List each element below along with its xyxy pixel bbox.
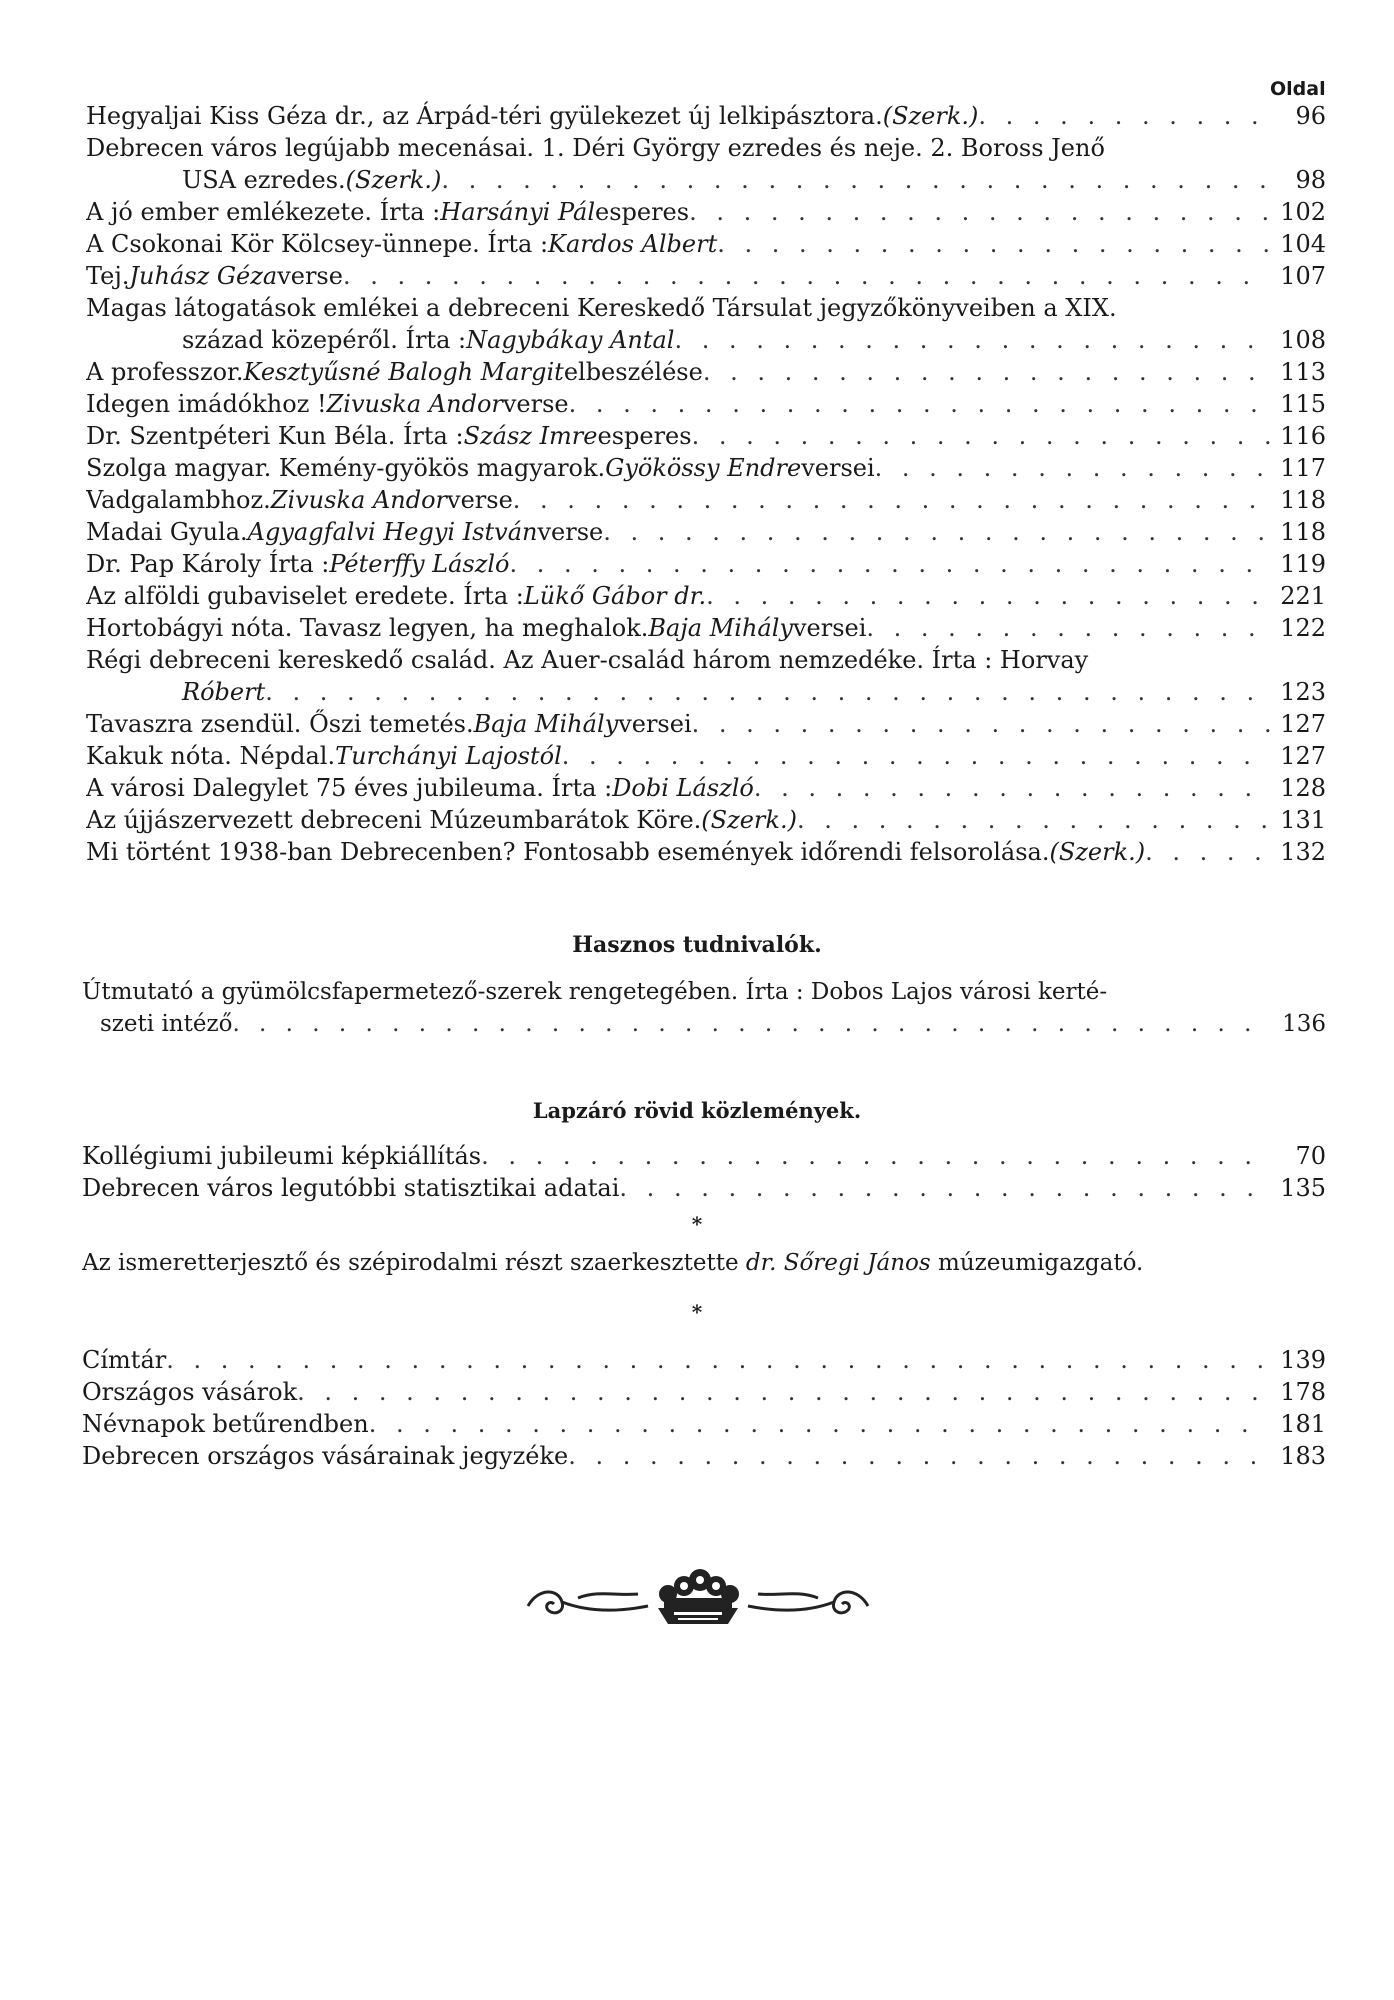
leader-dots bbox=[689, 196, 1270, 228]
toc-entry-line1: Debrecen város legújabb mecenásai. 1. Déri György ezredes és neje. 2. Boross Jenő bbox=[86, 134, 1105, 162]
page-column-header: Oldal bbox=[1270, 78, 1326, 100]
toc-entry-suffix: elbeszélése bbox=[563, 358, 703, 386]
toc-entry bbox=[86, 196, 1326, 228]
toc-page-number: 132 bbox=[1280, 838, 1326, 866]
appendix-entry bbox=[82, 1376, 1326, 1408]
toc-entry-suffix: versei bbox=[618, 710, 692, 738]
toc-entry-suffix: versei bbox=[801, 454, 875, 482]
floral-basket-ornament-icon bbox=[518, 1568, 878, 1632]
toc-entry-author: Szász Imre bbox=[463, 422, 598, 450]
toc-entry bbox=[86, 228, 1326, 260]
toc-page-number: 127 bbox=[1280, 742, 1326, 770]
toc-entry bbox=[86, 580, 1326, 612]
toc-entry bbox=[86, 836, 1326, 868]
toc-entry-author: (Szerk.) bbox=[1049, 838, 1146, 866]
toc-page-number: 221 bbox=[1280, 582, 1326, 610]
appendix-entry-title: Névnapok betűrendben bbox=[82, 1410, 369, 1438]
toc-entry-title: Szolga magyar. Kemény-gyökös magyarok. bbox=[86, 454, 606, 482]
toc-entry-suffix: esperes bbox=[595, 198, 690, 226]
leader-dots bbox=[978, 100, 1270, 132]
leader-dots bbox=[875, 452, 1270, 484]
toc-entry-author: Harsányi Pál bbox=[440, 198, 595, 226]
leader-dots bbox=[297, 1376, 1270, 1408]
leader-dots bbox=[619, 1172, 1270, 1204]
toc-page-number: 116 bbox=[1280, 422, 1326, 450]
toc-entry-line1: Régi debreceni kereskedő család. Az Auer-család három nemzedéke. Írta : Horvay bbox=[86, 646, 1089, 674]
toc-page-number: 107 bbox=[1280, 262, 1326, 290]
separator-star: * bbox=[691, 1212, 703, 1236]
toc-entry-author: Nagybákay Antal bbox=[466, 326, 675, 354]
leader-dots bbox=[1145, 836, 1270, 868]
hasznos-entry bbox=[82, 976, 1326, 1040]
toc-entry-author: Kesztyűsné Balogh Margit bbox=[243, 358, 564, 386]
appendix-entry-page-number: 181 bbox=[1280, 1410, 1326, 1438]
toc-entry bbox=[86, 548, 1326, 580]
toc-page-number: 122 bbox=[1280, 614, 1326, 642]
toc-entry-title: Madai Gyula. bbox=[86, 518, 248, 546]
toc-entry-title: század közepéről. Írta : bbox=[182, 326, 467, 354]
appendix-entry-page-number: 139 bbox=[1280, 1346, 1326, 1374]
leader-dots bbox=[441, 164, 1270, 196]
toc-entry-author: Baja Mihály bbox=[648, 614, 793, 642]
toc-entry bbox=[86, 356, 1326, 388]
toc-entry-line1: Magas látogatások emlékei a debreceni Kereskedő Társulat jegyzőkönyveiben a XIX. bbox=[86, 294, 1117, 322]
toc-page-number: 115 bbox=[1280, 390, 1326, 418]
toc-entry-author: Baja Mihály bbox=[473, 710, 619, 738]
appendix-entry-title: Országos vásárok bbox=[82, 1378, 298, 1406]
toc-entry-suffix: verse bbox=[277, 262, 343, 290]
lapzaro-entry-title: Debrecen város legutóbbi statisztikai adatai bbox=[82, 1174, 620, 1202]
toc-entry bbox=[86, 484, 1326, 516]
leader-dots bbox=[754, 772, 1270, 804]
toc-entry-author: Kardos Albert bbox=[548, 230, 718, 258]
toc-page-number: 131 bbox=[1280, 806, 1326, 834]
leader-dots bbox=[481, 1140, 1270, 1172]
leader-dots bbox=[866, 612, 1270, 644]
toc-entry-title: Dr. Szentpéteri Kun Béla. Írta : bbox=[86, 422, 464, 450]
toc-entry-title: Tavaszra zsendül. Őszi temetés. bbox=[86, 710, 474, 738]
leader-dots bbox=[603, 516, 1270, 548]
toc-entry-author: Dobi László bbox=[612, 774, 754, 802]
hasznos-page-number: 136 bbox=[1282, 1011, 1326, 1037]
toc-entry bbox=[86, 772, 1326, 804]
section-title-hasznos: Hasznos tudnivalók. bbox=[572, 932, 822, 958]
leader-dots bbox=[717, 228, 1270, 260]
toc-entry bbox=[86, 516, 1326, 548]
toc-page-number: 118 bbox=[1280, 518, 1326, 546]
toc-entry-title: Dr. Pap Károly Írta : bbox=[86, 550, 330, 578]
toc-entry bbox=[86, 420, 1326, 452]
toc-entry bbox=[86, 260, 1326, 292]
lapzaro-entry-title: Kollégiumi jubileumi képkiállítás bbox=[82, 1142, 482, 1170]
editor-note: Az ismeretterjesztő és szépirodalmi részt szaerkesztette dr. Sőregi János múzeumigazgató. bbox=[82, 1250, 1144, 1276]
toc-entry-title: Mi történt 1938-ban Debrecenben? Fontosabb események időrendi felsorolása. bbox=[86, 838, 1050, 866]
lapzaro-entry-page-number: 135 bbox=[1280, 1174, 1326, 1202]
appendix-entry-page-number: 178 bbox=[1280, 1378, 1326, 1406]
toc-entry bbox=[86, 292, 1326, 356]
toc-page-number: 117 bbox=[1280, 454, 1326, 482]
appendix-entry-page-number: 183 bbox=[1280, 1442, 1326, 1470]
section-title-lapzaro: Lapzáró rövid közlemények. bbox=[532, 1098, 862, 1123]
toc-entry-title: USA ezredes. bbox=[182, 166, 346, 194]
toc-entry bbox=[86, 644, 1326, 708]
toc-page-number: 123 bbox=[1280, 678, 1326, 706]
toc-entry-suffix: verse bbox=[502, 390, 569, 418]
leader-dots bbox=[706, 580, 1270, 612]
leader-dots bbox=[509, 548, 1270, 580]
toc-entry-author: Agyagfalvi Hegyi István bbox=[247, 518, 538, 546]
toc-page-number: 128 bbox=[1280, 774, 1326, 802]
leader-dots bbox=[568, 1440, 1270, 1472]
toc-entry-author: Zivuska Andor bbox=[270, 486, 448, 514]
toc-entry-author: Gyökössy Endre bbox=[605, 454, 802, 482]
toc-entry-suffix: verse bbox=[537, 518, 604, 546]
toc-entry bbox=[86, 740, 1326, 772]
lapzaro-entry bbox=[82, 1172, 1326, 1204]
toc-entry-author: Zivuska Andor bbox=[326, 390, 503, 418]
leader-dots bbox=[369, 1408, 1270, 1440]
toc-entry-suffix: versei bbox=[792, 614, 867, 642]
appendix-entry-title: Címtár bbox=[82, 1346, 167, 1374]
toc-entry-author: (Szerk.) bbox=[882, 102, 979, 130]
toc-entry bbox=[86, 132, 1326, 196]
toc-page-number: 98 bbox=[1295, 166, 1326, 194]
toc-page-number: 96 bbox=[1295, 102, 1326, 130]
hasznos-entry-line1: Útmutató a gyümölcsfapermetező-szerek rengetegében. Írta : Dobos Lajos városi kerté- bbox=[82, 979, 1108, 1005]
leader-dots bbox=[166, 1344, 1270, 1376]
toc-entry-title: A Csokonai Kör Kölcsey-ünnepe. Írta : bbox=[86, 230, 549, 258]
leader-dots bbox=[692, 420, 1270, 452]
toc-entry-suffix: esperes bbox=[597, 422, 692, 450]
toc-entry-author: Róbert bbox=[182, 678, 266, 706]
toc-entry-title: Kakuk nóta. Népdal. bbox=[86, 742, 336, 770]
appendix-entry bbox=[82, 1344, 1326, 1376]
leader-dots bbox=[513, 484, 1270, 516]
appendix-entry bbox=[82, 1440, 1326, 1472]
toc-entry-title: A városi Dalegylet 75 éves jubileuma. Írta : bbox=[86, 774, 613, 802]
toc-entry-author: (Szerk.) bbox=[701, 806, 797, 834]
toc-page-number: 127 bbox=[1280, 710, 1326, 738]
hasznos-entry-line2: szeti intéző bbox=[100, 1011, 233, 1037]
toc-page-number: 118 bbox=[1280, 486, 1326, 514]
toc-entry-title: Hortobágyi nóta. Tavasz legyen, ha meghalok. bbox=[86, 614, 649, 642]
toc-entry-author: (Szerk.) bbox=[345, 166, 442, 194]
toc-entry-title: Idegen imádókhoz ! bbox=[86, 390, 327, 418]
toc-entry bbox=[86, 612, 1326, 644]
toc-page-number: 108 bbox=[1280, 326, 1326, 354]
editor-name: dr. Sőregi János bbox=[745, 1250, 931, 1276]
toc-entry-suffix: verse bbox=[447, 486, 513, 514]
lapzaro-list bbox=[82, 1140, 1326, 1204]
separator-star-2: * bbox=[691, 1300, 703, 1324]
toc-entry-title: Az alföldi gubaviselet eredete. Írta : bbox=[86, 582, 524, 610]
toc-entry bbox=[86, 804, 1326, 836]
toc-entry-title: A jó ember emlékezete. Írta : bbox=[86, 198, 441, 226]
leader-dots bbox=[703, 356, 1270, 388]
toc-entry bbox=[86, 388, 1326, 420]
toc-entry-title: A professzor. bbox=[86, 358, 244, 386]
toc-entry bbox=[86, 452, 1326, 484]
leader-dots bbox=[797, 804, 1270, 836]
lapzaro-entry-page-number: 70 bbox=[1295, 1142, 1326, 1170]
toc-page-number: 104 bbox=[1280, 230, 1326, 258]
toc-page-number: 102 bbox=[1280, 198, 1326, 226]
leader-dots bbox=[343, 260, 1270, 292]
appendix-entry-title: Debrecen országos vásárainak jegyzéke bbox=[82, 1442, 569, 1470]
toc-entry-title: Az újjászervezett debreceni Múzeumbarátok Köre. bbox=[86, 806, 702, 834]
leader-dots bbox=[232, 1008, 1270, 1040]
toc-page-number: 113 bbox=[1280, 358, 1326, 386]
leader-dots bbox=[569, 388, 1270, 420]
leader-dots bbox=[692, 708, 1270, 740]
toc-entry-author: Péterffy László bbox=[329, 550, 510, 578]
toc-entry-title: Vadgalambhoz. bbox=[86, 486, 271, 514]
leader-dots bbox=[265, 676, 1270, 708]
lapzaro-entry bbox=[82, 1140, 1326, 1172]
appendix-entry bbox=[82, 1408, 1326, 1440]
toc-entry-author: Juhász Géza bbox=[129, 262, 278, 290]
leader-dots bbox=[562, 740, 1270, 772]
leader-dots bbox=[674, 324, 1270, 356]
toc-entry-author: Lükő Gábor dr. bbox=[523, 582, 707, 610]
toc-entry-author: Turchányi Lajostól bbox=[335, 742, 562, 770]
toc-entry bbox=[86, 708, 1326, 740]
toc-entry bbox=[86, 100, 1326, 132]
toc-entry-title: Hegyaljai Kiss Géza dr., az Árpád-téri gyülekezet új lelkipásztora. bbox=[86, 102, 883, 130]
toc-entry-title: Tej. bbox=[86, 262, 130, 290]
toc-page-number: 119 bbox=[1280, 550, 1326, 578]
appendix-list bbox=[82, 1344, 1326, 1472]
table-of-contents bbox=[86, 100, 1326, 868]
